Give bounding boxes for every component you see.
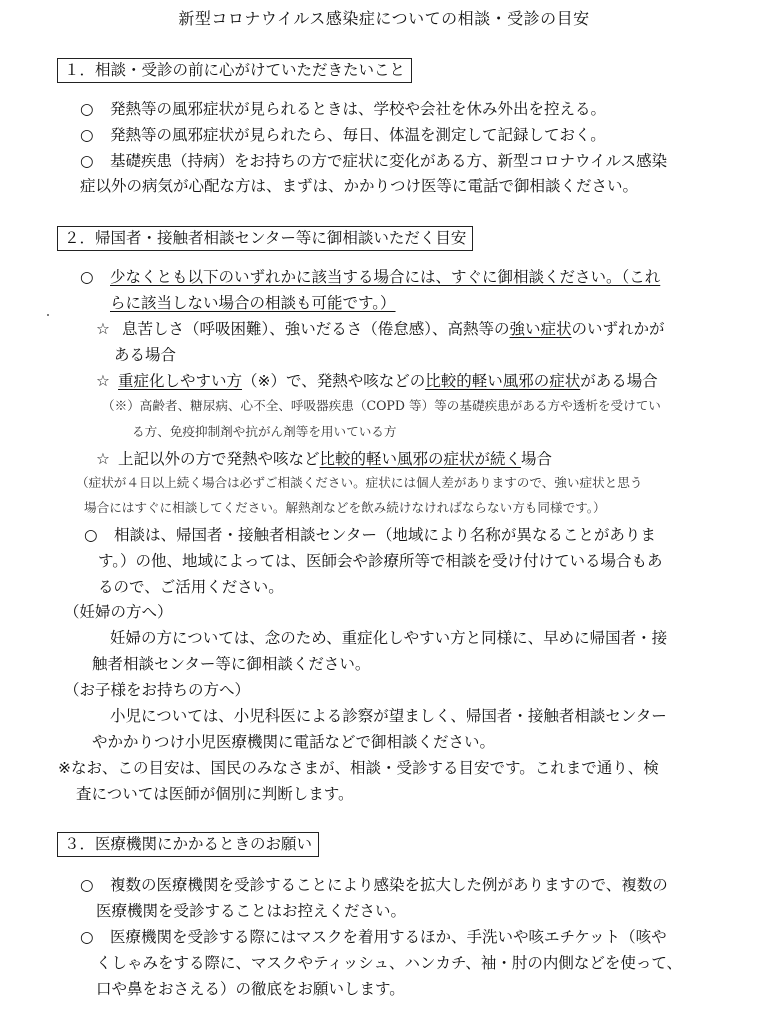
- section-3-item-1: ○ 複数の医療機関を受診することにより感染を拡大した例がありますので、複数の: [80, 876, 668, 894]
- circle-bullet-icon: ○: [80, 152, 94, 170]
- section-1-item-1: ○ 発熱等の風邪症状が見られるときは、学校や会社を休み外出を控える。: [80, 100, 607, 118]
- stray-dot: [47, 314, 49, 316]
- star-item-1-cont: ある場合: [114, 346, 177, 364]
- star-item-1: ☆ 息苦しさ（呼吸困難）、強いだるさ（倦怠感）、高熱等の強い症状のいずれかが: [96, 320, 665, 338]
- circle-bullet-icon: ○: [84, 526, 98, 544]
- pregnant-text-cont: 触者相談センター等に御相談ください。: [92, 655, 371, 673]
- section-3-item-1-cont: 医療機関を受診することはお控えください。: [96, 902, 407, 920]
- section-1-item-2: ○ 発熱等の風邪症状が見られたら、毎日、体温を測定して記録しておく。: [80, 126, 606, 144]
- consult-paragraph-cont-1: す。）の他、地域によっては、医師会や診療所等で相談を受け付けている場合もあ: [98, 552, 663, 570]
- pregnant-text: 妊婦の方については、念のため、重症化しやすい方と同様に、早めに帰国者・接: [110, 629, 668, 647]
- section-1-item-3-cont: 症以外の病気が心配な方は、まずは、かかりつけ医等に電話で御相談ください。: [80, 177, 639, 195]
- note-four-days: （症状が４日以上続く場合は必ずご相談ください。症状には個人差がありますので、強い症状と思う: [76, 475, 643, 490]
- document-title: 新型コロナウイルス感染症についての相談・受診の目安: [178, 9, 590, 28]
- note-high-risk-cont: る方、免疫抑制剤や抗がん剤等を用いている方: [132, 424, 397, 439]
- consult-paragraph: ○ 相談は、帰国者・接触者相談センター（地域により名称が異なることがありま: [84, 526, 656, 544]
- final-note-cont: 査については医師が個別に判断します。: [76, 785, 354, 803]
- section-1-heading: １．相談・受診の前に心がけていただきたいこと: [57, 58, 412, 83]
- star-bullet-icon: ☆: [96, 372, 110, 390]
- circle-bullet-icon: ○: [80, 268, 94, 286]
- section-3-item-2-cont-2: 口や鼻をおさえる）の徹底をお願いします。: [96, 980, 405, 998]
- consult-paragraph-cont-2: るので、ご活用ください。: [98, 578, 284, 596]
- section-3-item-2: ○ 医療機関を受診する際にはマスクを着用するほか、手洗いや咳エチケット（咳や: [80, 928, 667, 946]
- children-heading: （お子様をお持ちの方へ）: [64, 681, 251, 699]
- circle-bullet-icon: ○: [80, 100, 94, 118]
- star-bullet-icon: ☆: [96, 320, 110, 338]
- pregnant-heading: （妊婦の方へ）: [64, 603, 173, 621]
- section-1-item-3: ○ 基礎疾患（持病）をお持ちの方で症状に変化がある方、新型コロナウイルス感染: [80, 152, 668, 170]
- section-2-intro-cont: らに該当しない場合の相談も可能です。）: [110, 294, 396, 312]
- note-high-risk: （※）高齢者、糖尿病、心不全、呼吸器疾患（COPD 等）等の基礎疾患がある方や透析を受けてい: [102, 398, 661, 413]
- star-item-2: ☆ 重症化しやすい方（※）で、発熱や咳などの比較的軽い風邪の症状がある場合: [96, 372, 658, 390]
- circle-bullet-icon: ○: [80, 928, 94, 946]
- section-2-heading: ２．帰国者・接触者相談センター等に御相談いただく目安: [57, 226, 473, 251]
- section-3-heading: ３．医療機関にかかるときのお願い: [57, 832, 319, 857]
- star-bullet-icon: ☆: [96, 450, 110, 468]
- circle-bullet-icon: ○: [80, 126, 94, 144]
- final-note: ※なお、この目安は、国民のみなさまが、相談・受診する目安です。これまで通り、検: [58, 759, 659, 777]
- section-3-item-2-cont-1: くしゃみをする際に、マスクやティッシュ、ハンカチ、袖・肘の内側などを使って、: [96, 954, 683, 972]
- star-item-3: ☆ 上記以外の方で発熱や咳など比較的軽い風邪の症状が続く場合: [96, 450, 553, 468]
- children-text-cont: やかかりつけ小児医療機関に電話などで御相談ください。: [92, 733, 496, 751]
- circle-bullet-icon: ○: [80, 876, 94, 894]
- section-2-intro: ○ 少なくとも以下のいずれかに該当する場合には、すぐに御相談ください。（これ: [80, 268, 661, 286]
- note-four-days-cont: 場合にはすぐに相談してください。解熱剤などを飲み続けなければならない方も同様です。）: [84, 500, 606, 515]
- children-text: 小児については、小児科医による診察が望ましく、帰国者・接触者相談センター: [110, 707, 667, 725]
